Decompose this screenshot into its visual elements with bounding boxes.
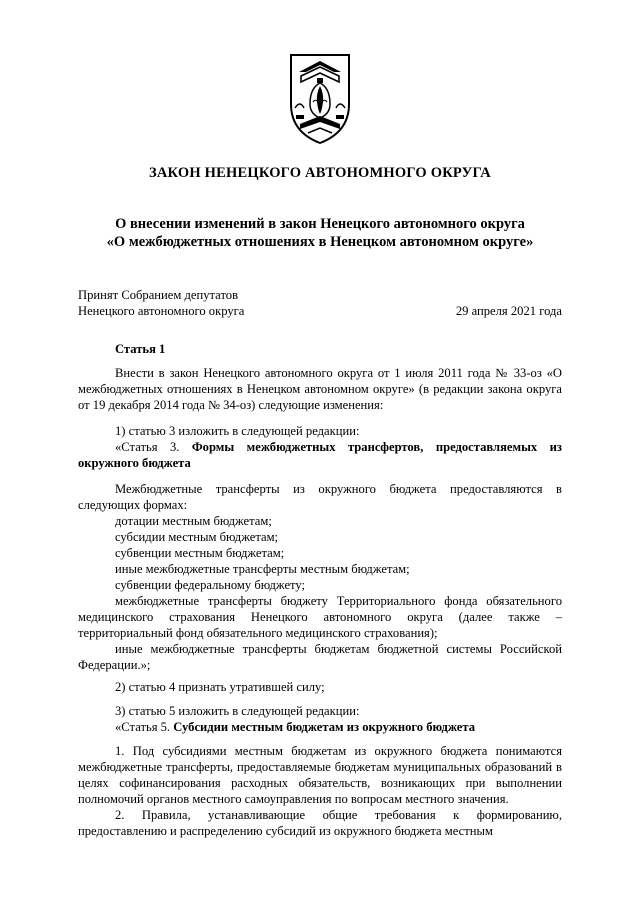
item-2: 2) статью 4 признать утратившей силу; bbox=[115, 680, 325, 694]
article-3-prefix: «Статья 3. bbox=[115, 440, 192, 454]
item-3: 3) статью 5 изложить в следующей редакции: bbox=[115, 704, 360, 718]
article-5-title-text: Субсидии местным бюджетам из окружного бюджета bbox=[173, 720, 476, 734]
subtitle-line-1: О внесении изменений в закон Ненецкого автономного округа bbox=[115, 216, 525, 232]
form-item: иные межбюджетные трансферты местным бюджетам; bbox=[115, 562, 410, 576]
item-1: 1) статью 3 изложить в следующей редакции: bbox=[115, 424, 360, 438]
forms-list bbox=[78, 513, 599, 593]
adoption-date: 29 апреля 2021 года bbox=[455, 304, 562, 318]
law-title: ЗАКОН НЕНЕЦКОГО АВТОНОМНОГО ОКРУГА bbox=[149, 165, 491, 181]
form-other: иные межбюджетные трансферты бюджетам бюджетной системы Российской Федерации.»; bbox=[78, 642, 562, 672]
law-subtitle bbox=[40, 215, 600, 251]
article-5-title bbox=[78, 719, 599, 735]
form-item: субвенции федеральному бюджету; bbox=[115, 578, 306, 592]
adoption-block bbox=[78, 287, 562, 319]
coat-of-arms-emblem bbox=[288, 52, 352, 146]
article-3-title-text: Формы межбюджетных трансфертов, предоставляемых из окружного бюджета bbox=[78, 440, 562, 470]
article-5-para-2: 2. Правила, устанавливающие общие требования к формированию, предоставлению и распределению субсидий из окружного бюджета местным bbox=[78, 808, 562, 838]
form-item: дотации местным бюджетам; bbox=[115, 514, 272, 528]
article-5-prefix: «Статья 5. bbox=[115, 720, 174, 734]
adopted-by: Принят Собранием депутатов bbox=[78, 288, 239, 302]
form-fund: межбюджетные трансферты бюджету Территориального фонда обязательного медицинского страхования Ненецкого автономного округа (далее также – территориальный фонд обязательного медицинского страхования); bbox=[78, 594, 562, 640]
article-3-title bbox=[78, 439, 562, 471]
article-5-para-1: 1. Под субсидиями местным бюджетам из окружного бюджета понимаются межбюджетные трансферты, предоставляемые бюджетам муниципальных образований в целях софинансирования расходных обязательств, возникающих при выполнении полномочий органов местного самоуправления по вопросам местного значения. bbox=[78, 744, 562, 806]
subtitle-line-2: «О межбюджетных отношениях в Ненецком автономном округе» bbox=[106, 234, 534, 250]
form-item: субвенции местным бюджетам; bbox=[115, 546, 285, 560]
article-1-intro: Внести в закон Ненецкого автономного округа от 1 июля 2011 года № 33-оз «О межбюджетных отношениях в Ненецком автономном округе» (в редакции закона округа от 19 декабря 2014 года № 34-оз) следующие изменения: bbox=[78, 366, 562, 412]
form-item: субсидии местным бюджетам; bbox=[115, 530, 279, 544]
article-1-heading: Статья 1 bbox=[115, 342, 166, 356]
article-3-para: Межбюджетные трансферты из окружного бюджета предоставляются в следующих формах: bbox=[78, 482, 562, 512]
adopted-by-assembly: Ненецкого автономного округа bbox=[78, 304, 245, 318]
